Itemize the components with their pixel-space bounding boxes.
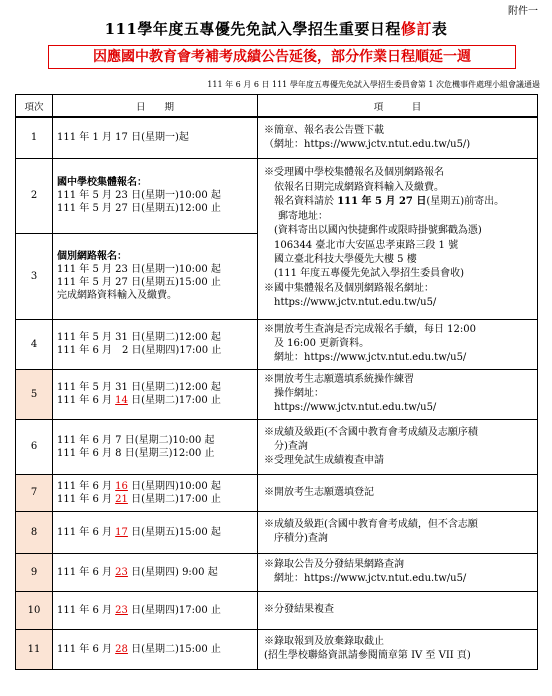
date-line: 111 年 5 月 31 日(星期二)12:00 起 [57,332,221,343]
date-title: 個別網路報名： [57,251,127,262]
date-line: 111 年 5 月 31 日(星期二)12:00 起 [57,382,221,393]
subtitle-box: 因應國中教育會考補考成績公告延後，部分作業日程順延一週 [48,45,516,69]
item-line: 106344 臺北市大安區忠孝東路三段 1 號 [274,239,459,251]
date-line [57,394,257,407]
item-line: ※開放考生志願選填登記 [264,486,374,498]
table-row [16,629,538,669]
table-row [16,419,538,474]
row-date [53,474,258,511]
date-text: 111 年 6 月 [57,480,116,492]
item-line: 及 16:00 更新資料。 [274,338,370,349]
row-item [258,419,538,474]
item-line: 國立臺北科技大學優先大樓 5 樓 [274,253,417,265]
item-line: 依報名日期完成網路資料輸入及繳費。 [274,181,444,193]
date-line: 111 年 6 月 8 日(星期三)12:00 止 [57,447,215,459]
row-date [53,158,258,233]
revised-day: 14 [115,395,128,406]
attachment-label: 附件一 [508,6,538,17]
table-row [16,319,538,369]
revised-day: 16 [115,480,128,492]
date-text: 日(星期四)10:00 起 [127,480,221,492]
deadline-date: 111 年 5 月 27 日 [337,196,427,208]
date-text: 日(星期二)15:00 止 [127,643,221,655]
row-no: 2 [16,158,53,233]
item-line: 郵寄地址： [278,210,328,222]
table-row [16,369,538,419]
row-date [53,369,258,419]
item-line: ※開放考生志願選填系統操作練習 [264,374,414,385]
item-line: ※國中集體報名及個別網路報名網址： [264,282,434,294]
row-item [258,474,538,511]
revised-day: 23 [115,604,128,616]
item-line: 序積分)查詢 [274,533,328,544]
date-line: 111 年 6 月 2 日(星期四)17:00 止 [57,345,222,356]
item-line: ※開放考生查詢是否完成報名手續，每日 12:00 [264,324,476,335]
table-row [16,591,538,629]
row-date [53,319,258,369]
approval-note: 111 年 6 月 6 日 111 學年度五專優先免試入學招生委員會第 1 次危機事件處理小組會議通過 [207,80,540,89]
page-title [0,18,552,39]
item-line: （網址：https://www.jctv.ntut.edu.tw/u5/) [264,138,471,150]
row-date [53,419,258,474]
item-line: (111 年度五專優先免試入學招生委員會收) [274,268,465,280]
date-text: 日(星期五)15:00 起 [127,526,221,538]
row-date [53,553,258,591]
table-header-row [16,95,538,118]
date-text: 111 年 6 月 [57,526,116,538]
item-line: (招生學校聯絡資訊請參閱簡章第 IV 至 VII 頁) [264,650,471,661]
date-text: 日(星期四) 9:00 起 [127,566,218,578]
date-text: 111 年 6 月 [57,493,116,505]
revised-day: 17 [115,526,128,538]
item-line: https://www.jctv.ntut.edu.tw/u5/ [274,402,437,413]
date-line [57,493,257,506]
item-line: ※分發結果複查 [264,604,334,615]
date-line: 111 年 5 月 23 日(星期一)10:00 起 [57,264,221,275]
item-line: (資料寄出以國內快捷郵件或限時掛號郵戳為憑) [274,225,482,237]
item-line: 分)查詢 [274,440,308,452]
revised-day: 28 [115,643,128,655]
date-line: 完成網路資料輸入及繳費。 [57,290,177,301]
row-date [53,511,258,553]
item-line: ※錄取報到及放棄錄取截止 [264,636,384,647]
title-prefix: 111學年度五專優先免試入學招生重要日程 [104,20,401,38]
table-row [16,511,538,553]
header-no: 項次 [16,95,53,118]
row-date [53,591,258,629]
item-line: ※受理免試生成績複查申請 [264,454,384,466]
row-date [53,233,258,319]
item-text: (星期五)前寄出。 [426,196,505,208]
item-line: ※簡章、報名表公告暨下載 [264,124,384,136]
date-line: 111 年 5 月 27 日(星期五)12:00 止 [57,203,221,214]
header-date: 日 期 [53,95,258,118]
row-item-merged [258,158,538,319]
date-text: 111 年 6 月 [57,643,116,655]
date-text: 日(星期二)17:00 止 [127,493,221,505]
schedule-table [15,94,538,670]
date-text: 日(星期四)17:00 止 [127,604,221,616]
date-text: 日(星期二)17:00 止 [127,395,221,406]
row-item [258,629,538,669]
row-no: 3 [16,233,53,319]
row-no: 4 [16,319,53,369]
table-row [16,158,538,233]
header-item: 項 目 [258,95,538,118]
table-row [16,553,538,591]
date-line [57,526,257,539]
row-no-highlighted: 5 [16,369,53,419]
row-no-highlighted: 7 [16,474,53,511]
row-no-highlighted: 8 [16,511,53,553]
row-item [258,369,538,419]
date-text: 111 年 6 月 [57,604,116,616]
title-revised: 修訂 [400,20,432,38]
item-line: ※錄取公告及分發結果網路查詢 [264,559,404,570]
row-no: 1 [16,117,53,158]
item-line: ※受理國中學校集體報名及個別網路報名 [264,167,444,179]
row-item [258,591,538,629]
row-item [258,511,538,553]
revised-day: 21 [115,493,128,505]
row-item [258,553,538,591]
item-text: 報名資料請於 [274,196,338,208]
item-line: 操作網址： [274,388,324,399]
date-line: 111 年 5 月 23 日(星期一)10:00 起 [57,190,221,201]
item-line: 網址：https://www.jctv.ntut.edu.tw/u5/ [274,573,467,584]
row-no: 6 [16,419,53,474]
item-line: https://www.jctv.ntut.edu.tw/u5/ [274,297,437,309]
date-line: 111 年 6 月 7 日(星期二)10:00 起 [57,434,215,446]
row-no-highlighted: 10 [16,591,53,629]
date-title: 國中學校集體報名： [57,177,147,188]
table-row [16,117,538,158]
date-line [57,604,257,617]
date-line: 111 年 5 月 27 日(星期五)15:00 止 [57,277,221,288]
row-date [53,117,258,158]
row-no-highlighted: 9 [16,553,53,591]
date-text: 111 年 6 月 [57,395,116,406]
row-date [53,629,258,669]
item-line: ※成績及級距(含國中教育會考成績，但不含志願 [264,519,478,530]
date-line: 111 年 1 月 17 日(星期一)起 [57,132,189,144]
revised-day: 23 [115,566,128,578]
row-no-highlighted: 11 [16,629,53,669]
date-line [57,480,257,493]
date-text: 111 年 6 月 [57,566,116,578]
row-item [258,117,538,158]
date-line [57,566,257,579]
item-line [264,195,533,209]
item-line: 網址：https://www.jctv.ntut.edu.tw/u5/ [274,352,467,363]
date-line [57,643,257,656]
item-line: ※成績及級距(不含國中教育會考成績及志願序積 [264,426,478,438]
row-item [258,319,538,369]
table-row [16,474,538,511]
title-suffix: 表 [431,20,448,38]
